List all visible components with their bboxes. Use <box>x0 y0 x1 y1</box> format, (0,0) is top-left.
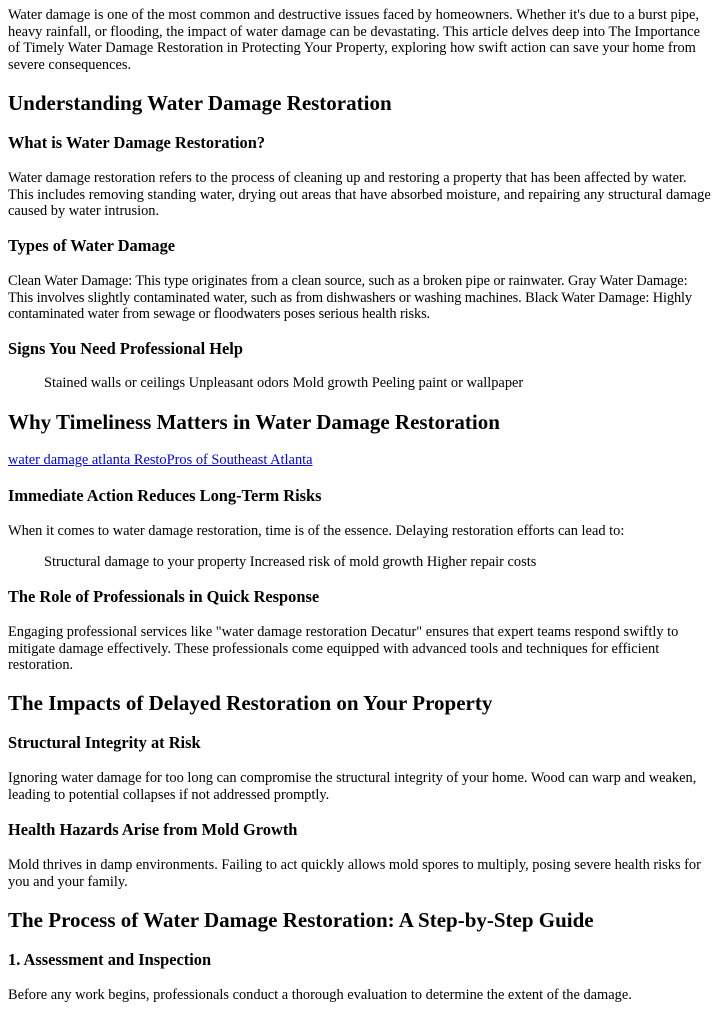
paragraph-health: Mold thrives in damp environments. Failing to act quickly allows mold spores to multiply, posing severe health risks for you and your family. <box>8 857 701 890</box>
paragraph-what-is: Water damage restoration refers to the process of cleaning up and restoring a property that has been affected by water. This includes removing standing water, drying out areas that have absorbed moisture, and repairing any structural damage caused by water intrusion. <box>8 170 711 219</box>
subheading-assessment: 1. Assessment and Inspection <box>8 950 212 969</box>
list-signs: Stained walls or ceilings Unpleasant odors Mold growth Peeling paint or wallpaper <box>44 375 524 391</box>
subheading-what-is: What is Water Damage Restoration? <box>8 133 266 152</box>
heading-process: The Process of Water Damage Restoration: A Step-by-Step Guide <box>8 908 594 932</box>
subheading-professionals: The Role of Professionals in Quick Response <box>8 587 320 606</box>
subheading-immediate: Immediate Action Reduces Long-Term Risks <box>8 486 322 505</box>
restopros-link[interactable]: water damage atlanta RestoPros of Southeast Atlanta <box>8 452 313 468</box>
list-immediate: Structural damage to your property Increased risk of mold growth Higher repair costs <box>44 554 537 570</box>
heading-impacts: The Impacts of Delayed Restoration on Your Property <box>8 691 493 715</box>
paragraph-types: Clean Water Damage: This type originates from a clean source, such as a broken pipe or rainwater. Gray Water Damage: This involves slightly contaminated water, such as from dishwashers or washing machines. Black Water Damage: Highly contaminated water from sewage or floodwaters poses serious health risks. <box>8 273 692 322</box>
paragraph-structural: Ignoring water damage for too long can compromise the structural integrity of your home. Wood can warp and weaken, leading to potential collapses if not addressed promptly. <box>8 770 697 803</box>
subheading-signs: Signs You Need Professional Help <box>8 339 243 358</box>
intro-paragraph: Water damage is one of the most common and destructive issues faced by homeowners. Whether it's due to a burst pipe, heavy rainfall, or flooding, the impact of water damage can be devastating. This article delves deep into The Importance of Timely Water Damage Restoration in Protecting Your Property, exploring how swift action can save your home from severe consequences. <box>8 7 700 73</box>
heading-timeliness: Why Timeliness Matters in Water Damage Restoration <box>8 410 500 434</box>
paragraph-professionals: Engaging professional services like "water damage restoration Decatur" ensures that expert teams respond swiftly to mitigate damage effectively. These professionals come equipped with advanced tools and techniques for efficient restoration. <box>8 624 679 673</box>
paragraph-assessment: Before any work begins, professionals conduct a thorough evaluation to determine the extent of the damage. <box>8 987 632 1003</box>
subheading-structural: Structural Integrity at Risk <box>8 733 201 752</box>
subheading-health: Health Hazards Arise from Mold Growth <box>8 820 298 839</box>
link-paragraph <box>8 452 714 469</box>
subheading-types: Types of Water Damage <box>8 236 176 255</box>
paragraph-immediate: When it comes to water damage restoration, time is of the essence. Delaying restoration efforts can lead to: <box>8 523 625 539</box>
heading-understanding: Understanding Water Damage Restoration <box>8 91 392 115</box>
